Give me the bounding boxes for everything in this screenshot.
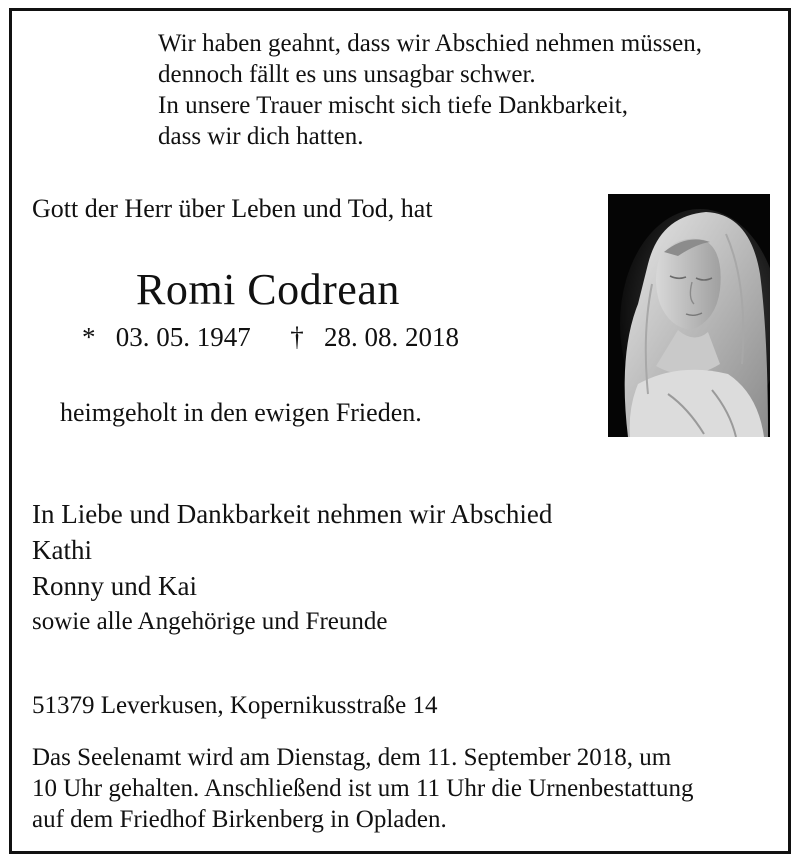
verse-line: dass wir dich hatten. <box>158 123 364 150</box>
intro-text: Gott der Herr über Leben und Tod, hat <box>32 194 433 223</box>
others-line: sowie alle Angehörige und Freunde <box>32 608 388 635</box>
madonna-statue-photo-icon <box>608 194 770 437</box>
service-info <box>32 742 693 835</box>
farewell-line: In Liebe und Dankbarkeit nehmen wir Abschied <box>32 499 553 529</box>
deceased-name: Romi Codrean <box>136 265 400 314</box>
life-dates <box>82 322 459 353</box>
birth-symbol: * <box>82 322 96 352</box>
verse-line: dennoch fällt es uns unsagbar schwer. <box>158 61 536 88</box>
farewell-block <box>32 496 552 640</box>
service-line: Das Seelenamt wird am Dienstag, dem 11. September 2018, um <box>32 744 672 771</box>
verse-block <box>158 28 702 152</box>
service-line: auf dem Friedhof Birkenberg in Opladen. <box>32 806 447 833</box>
service-line: 10 Uhr gehalten. Anschließend ist um 11 Uhr die Urnenbestattung <box>32 775 694 802</box>
death-symbol: † <box>290 322 304 352</box>
peace-text: heimgeholt in den ewigen Frieden. <box>60 398 422 427</box>
birth-date: 03. 05. 1947 <box>115 322 251 352</box>
verse-line: Wir haben geahnt, dass wir Abschied nehmen müssen, <box>158 30 703 57</box>
family-address: 51379 Leverkusen, Kopernikusstraße 14 <box>32 692 438 719</box>
madonna-statue-photo <box>608 194 770 437</box>
mourner-name: Kathi <box>32 535 92 565</box>
death-date: 28. 08. 2018 <box>324 322 459 352</box>
mourner-name: Ronny und Kai <box>32 571 197 601</box>
verse-line: In unsere Trauer mischt sich tiefe Dankbarkeit, <box>158 92 629 119</box>
